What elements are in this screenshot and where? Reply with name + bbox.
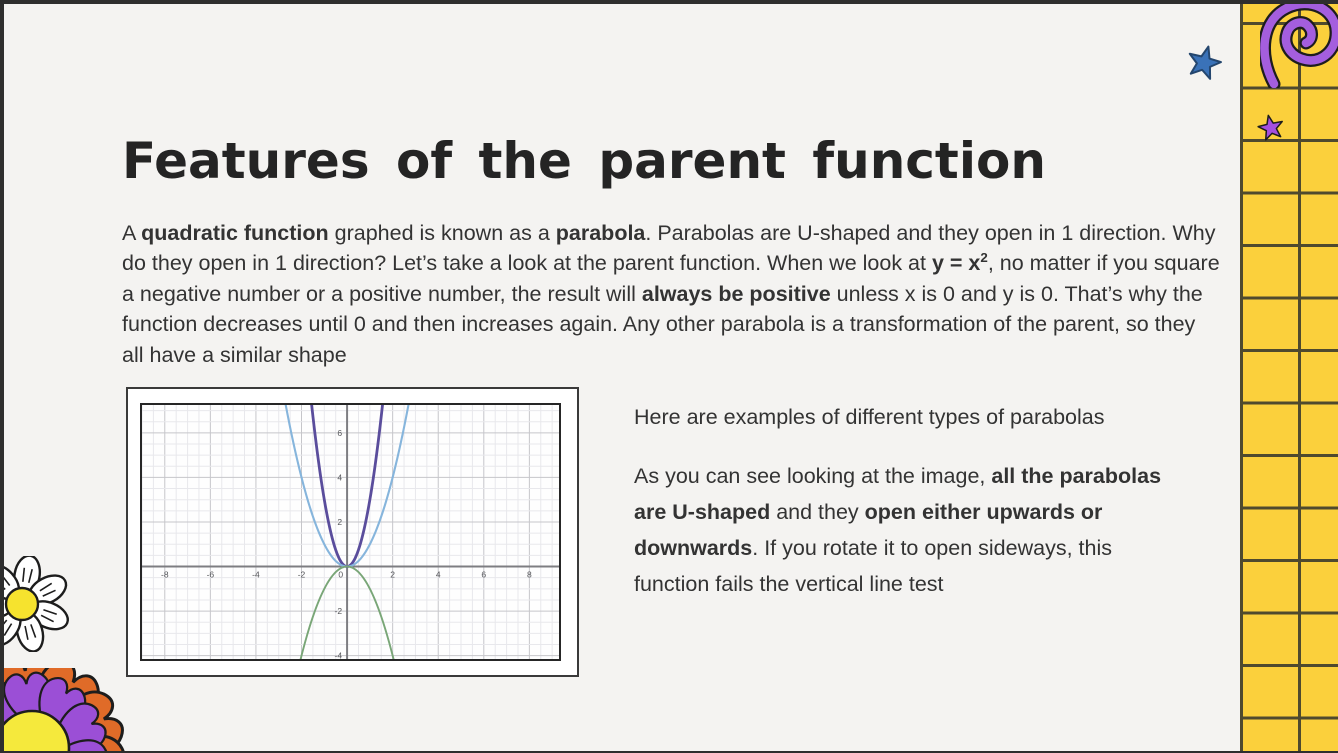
parabola-chart-svg — [142, 405, 559, 659]
daisy-flower-icon — [0, 556, 76, 652]
svg-text:6: 6 — [337, 427, 343, 438]
corner-flower-icon — [0, 668, 150, 753]
blue-star-icon — [1182, 41, 1226, 85]
svg-text:4: 4 — [435, 569, 441, 580]
examples-lead-text: Here are examples of different types of parabolas — [634, 405, 1105, 429]
purple-star-icon — [1252, 109, 1290, 147]
spiral-doodle-icon — [1260, 0, 1338, 88]
svg-text:-4: -4 — [252, 569, 260, 580]
svg-text:-4: -4 — [334, 650, 343, 659]
parabola-plot-area — [140, 403, 561, 661]
svg-text:-2: -2 — [334, 606, 343, 617]
svg-text:0: 0 — [338, 569, 344, 580]
parabola-graph-figure — [126, 387, 579, 677]
svg-text:-2: -2 — [297, 569, 306, 580]
svg-text:2: 2 — [390, 569, 396, 580]
svg-text:8: 8 — [527, 569, 532, 580]
examples-body-text: As you can see looking at the image, all the parabolas are U-shaped and they open either upwards or downwards. If you rotate it to open sideways, this function fails the vertical line test — [634, 464, 1162, 596]
slide-title: Features of the parent function — [122, 131, 1046, 190]
intro-paragraph: A quadratic function graphed is known as a parabola. Parabolas are U-shaped and they open in 1 direction. Why do they open in 1 direction? Let’s take a look at the parent function. When we look at $y = x^2$, no matter if you square a negative number or a positive number, the result will always be positive unless x is 0 and y is 0. That’s why the function decreases until 0 and then increases again. Any other parabola is a transformation of the parent, so they all have a similar shape — [122, 220, 1220, 367]
svg-text:4: 4 — [337, 472, 343, 483]
svg-text:-6: -6 — [206, 569, 215, 580]
svg-text:-8: -8 — [161, 569, 169, 580]
svg-text:2: 2 — [337, 516, 343, 527]
svg-text:6: 6 — [481, 569, 487, 580]
right-text-column — [634, 402, 1174, 602]
